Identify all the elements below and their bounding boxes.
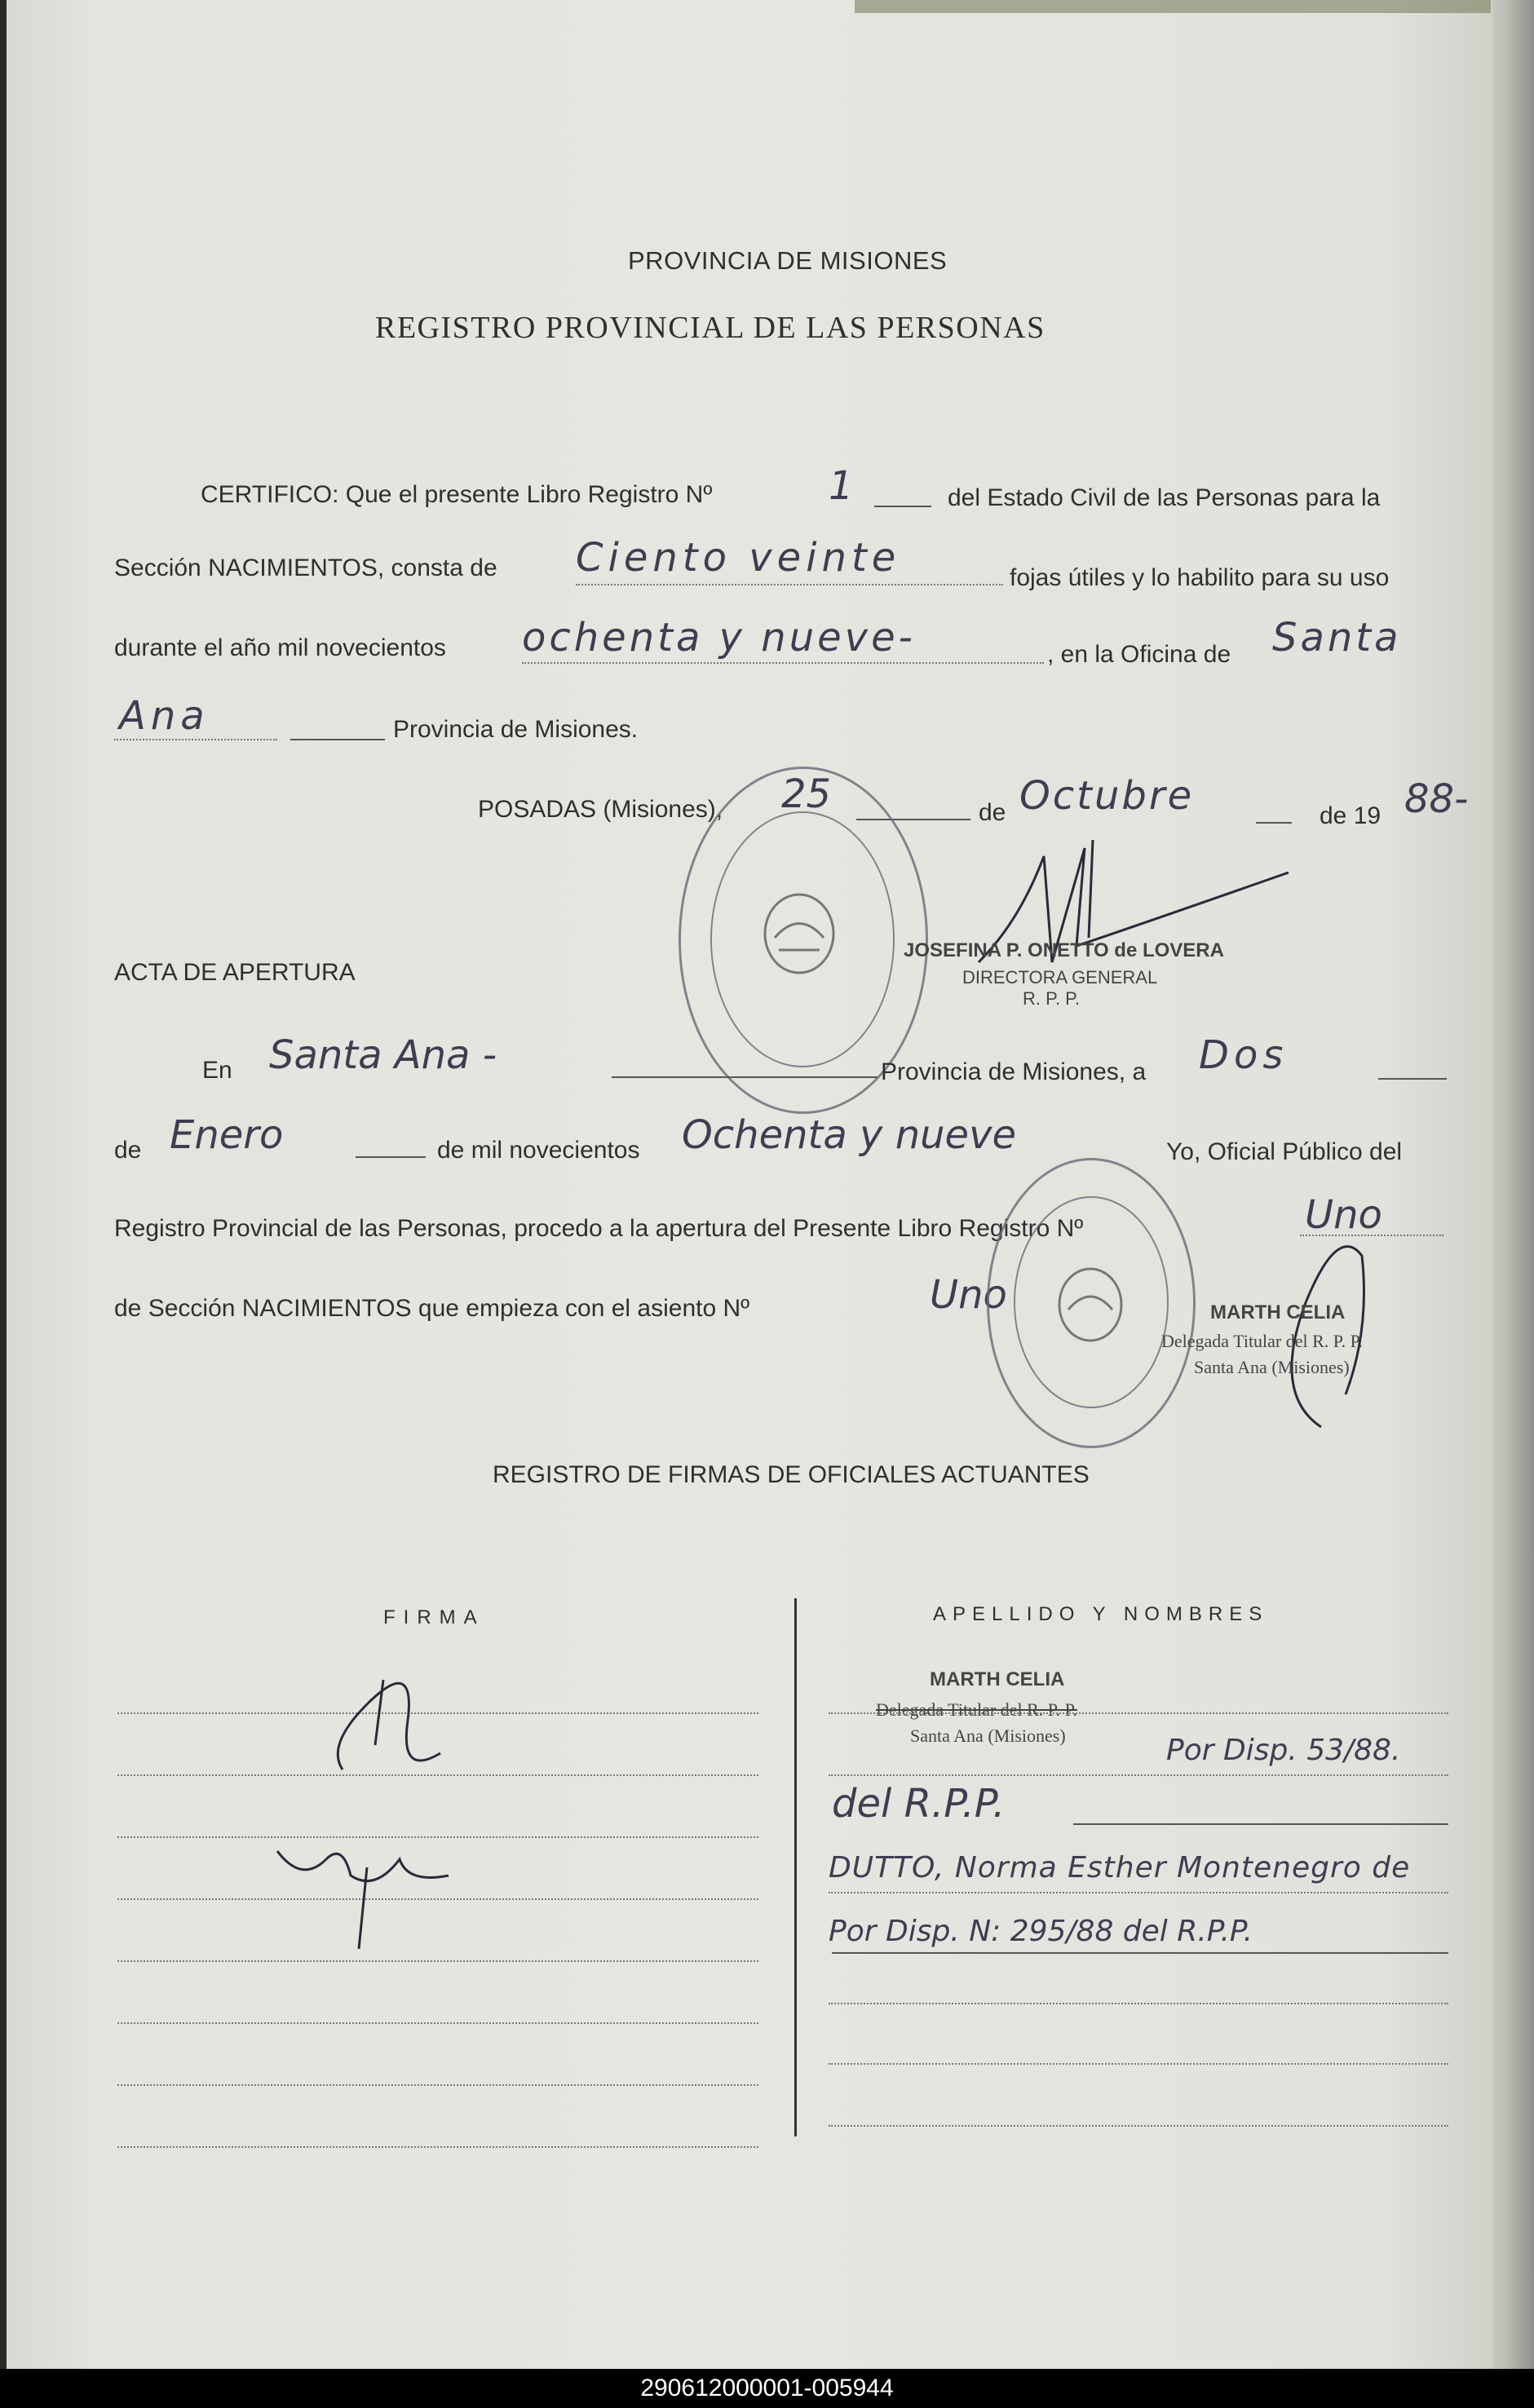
cert-line3-b: , en la Oficina de: [1047, 641, 1231, 668]
cert-year: ochenta y nueve-: [522, 615, 916, 661]
firma-line: [117, 2146, 758, 2148]
firmas-seal-title: Delegada Titular del R. P. P.: [876, 1699, 1077, 1720]
cert-book-number: 1: [829, 463, 854, 509]
dotted-line: [114, 739, 277, 740]
underline: [290, 739, 385, 740]
apellido-line: [829, 1892, 1448, 1893]
dotted-line: [522, 662, 1044, 664]
firma-line: [117, 1960, 758, 1962]
book-edge: [1492, 0, 1534, 2369]
acta-year: Ochenta y nueve: [682, 1112, 1017, 1158]
acta-line2-a: de: [114, 1137, 142, 1164]
stamp-emblem-icon: [758, 889, 840, 983]
acta-heading: ACTA DE APERTURA: [114, 959, 356, 986]
cert-office-1: Santa: [1272, 615, 1402, 661]
firmas-seal-place: Santa Ana (Misiones): [910, 1725, 1066, 1746]
acta-line1-a: En: [202, 1057, 232, 1084]
cert-line1-b: del Estado Civil de las Personas para la: [948, 484, 1381, 511]
official-signature-2: [269, 1827, 457, 1957]
acta-book-number: Uno: [1305, 1192, 1382, 1238]
director-name: JOSEFINA P. ONETTO de LOVERA: [904, 939, 1224, 961]
apellido-column-header: APELLIDO Y NOMBRES: [933, 1603, 1269, 1625]
apellido-line: [829, 1774, 1448, 1776]
firma-line: [117, 2022, 758, 2024]
firmas-hw-line1: Por Disp. 53/88.: [1166, 1734, 1401, 1767]
apellido-line: [829, 2063, 1448, 2065]
underline: [356, 1156, 426, 1158]
province-title: PROVINCIA DE MISIONES: [628, 246, 948, 275]
acta-line2-b: de mil novecientos: [437, 1137, 640, 1164]
cert-de-2: de 19: [1320, 802, 1381, 829]
acta-line2-c: Yo, Oficial Público del: [1166, 1138, 1403, 1165]
cert-year-digits: 88-: [1404, 776, 1469, 822]
cert-office-2: Ana: [119, 693, 210, 739]
acta-line4-a: de Sección NACIMIENTOS que empieza con el asiento Nº: [114, 1295, 750, 1322]
underline: [832, 1952, 1448, 1954]
delegate-seal-name: MARTH CELIA: [1210, 1301, 1346, 1323]
cert-de-1: de: [979, 799, 1006, 826]
cert-line3-a: durante el año mil novecientos: [114, 634, 446, 661]
acta-place: Santa Ana -: [269, 1032, 497, 1078]
firma-line: [117, 2084, 758, 2086]
acta-entry-number: Uno: [930, 1272, 1007, 1318]
cert-month: Octubre: [1019, 773, 1195, 819]
apellido-line: [829, 1712, 1448, 1714]
delegation-emblem-icon: [1054, 1264, 1127, 1350]
acta-month: Enero: [170, 1112, 284, 1158]
dotted-line: [576, 584, 1003, 585]
underline: [1378, 1078, 1447, 1080]
acta-line1-b: Provincia de Misiones, a: [881, 1058, 1147, 1085]
cert-line4-b: Provincia de Misiones.: [393, 716, 639, 743]
image-code-footer: 290612000001-005944: [0, 2369, 1534, 2408]
firmas-hw-line3: DUTTO, Norma Esther Montenegro de: [829, 1851, 1411, 1884]
underline: [874, 506, 931, 507]
cert-day: 25: [781, 771, 832, 817]
acta-line3-a: Registro Provincial de las Personas, procedo a la apertura del Presente Libro Registro Nº: [114, 1215, 1084, 1242]
firmas-hw-line4: Por Disp. N: 295/88 del R.P.P.: [829, 1915, 1253, 1948]
apellido-line: [829, 2003, 1448, 2004]
cert-pages-count: Ciento veinte: [576, 535, 901, 581]
registry-title: REGISTRO PROVINCIAL DE LAS PERSONAS: [375, 311, 1046, 345]
cert-line1-a: CERTIFICO: Que el presente Libro Registro Nº: [201, 481, 713, 508]
official-signature-1: [318, 1647, 481, 1794]
underline: [612, 1076, 878, 1078]
director-rpp: R. P. P.: [1023, 988, 1081, 1009]
document-page: [7, 0, 1503, 2369]
underline: [1073, 1823, 1448, 1825]
firmas-hw-line2: del R.P.P.: [832, 1781, 1006, 1827]
firmas-heading: REGISTRO DE FIRMAS DE OFICIALES ACTUANTES: [493, 1461, 1090, 1488]
delegate-seal-place: Santa Ana (Misiones): [1194, 1357, 1350, 1377]
firma-column-header: FIRMA: [383, 1606, 485, 1628]
column-divider: [794, 1598, 797, 2136]
cert-place: POSADAS (Misiones),: [478, 796, 723, 823]
director-title: DIRECTORA GENERAL: [962, 967, 1158, 988]
apellido-line: [829, 2125, 1448, 2127]
cert-line2-b: fojas útiles y lo habilito para su uso: [1010, 564, 1390, 591]
delegate-seal-title: Delegada Titular del R. P. P.: [1161, 1331, 1363, 1351]
cert-line2-a: Sección NACIMIENTOS, consta de: [114, 555, 497, 581]
firmas-seal-name: MARTH CELIA: [930, 1668, 1065, 1690]
acta-day: Dos: [1199, 1032, 1289, 1078]
binding-strip: [855, 0, 1491, 13]
